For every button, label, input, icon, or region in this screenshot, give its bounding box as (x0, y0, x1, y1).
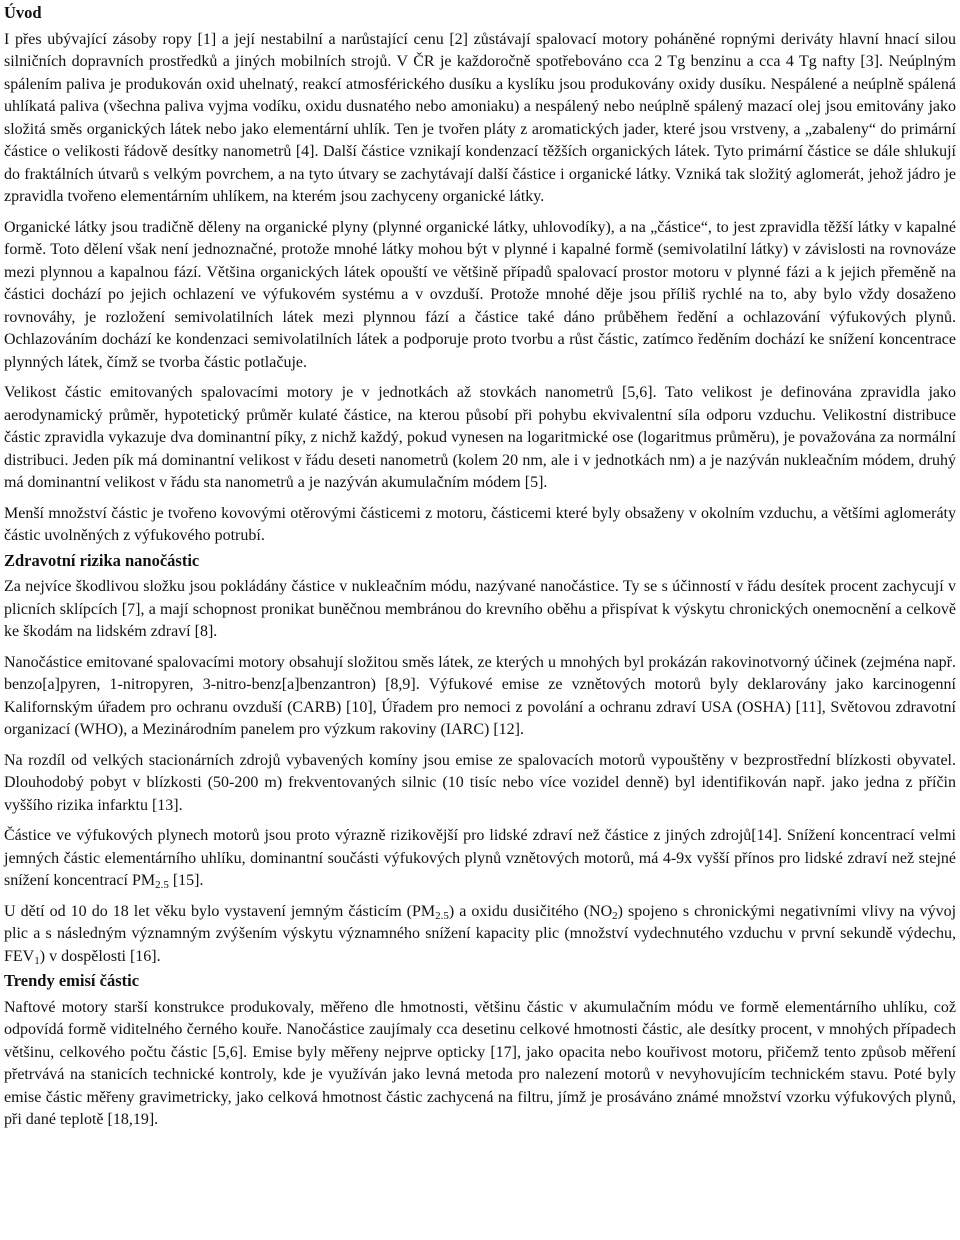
text-run: U dětí od 10 do 18 let věku bylo vystavení jemným částicím (PM (4, 902, 436, 920)
section-heading-uvod: Úvod (4, 3, 42, 22)
section-heading-trendy-emisi: Trendy emisí částic (4, 971, 140, 990)
text-run: [15]. (168, 872, 204, 889)
text-run: Částice ve výfukových plynech motorů jsou proto výrazně rizikovější pro lidské zdraví než částice z jiných zdrojů[14]. Snížení koncentrací velmi jemných částic elementárního uhlíku, dominantní součásti výfukových plynů vznětových motorů, má 4-9x vyšší přínos pro lidské zdraví než stejné snížení koncentrací PM (4, 827, 956, 889)
subscript: 2.5 (435, 909, 449, 922)
paragraph-children (4, 901, 956, 969)
paragraph: Za nejvíce škodlivou složku jsou pokládány částice v nukleačním módu, nazývané nanočástice. Ty se s účinností v řádu desítek procent zachycují v plicních sklípcích [7], a mají schopnost pronikat buněčnou membránou do krevního oběhu a přispívat k výskytu chronických onemocnění a celkově ke škodám na lidském zdraví [8]. (4, 578, 956, 640)
paragraph: Velikost částic emitovaných spalovacími motory je v jednotkách až stovkách nanometrů [5,6]. Tato velikost je definována zpravidla jako aerodynamický průměr, hypotetický průměr kulaté částice, na kterou působí při pohybu ekvivalentní síla odporu vzduchu. Velikostní distribuce částic zpravidla vykazuje dva dominantní píky, z nichž každý, pokud vynesen na logaritmické ose (logaritmus průměru), je považována za normální distribuci. Jeden pík má dominantní velikost v řádu deseti nanometrů (kolem 20 nm, ale i v jednotkách nm) a je nazýván nukleačním módem, druhý má dominantní velikost v řádu sta nanometrů a je nazýván akumulačním módem [5]. (4, 384, 956, 491)
paragraph: I přes ubývající zásoby ropy [1] a její nestabilní a narůstající cenu [2] zůstávají spalovací motory poháněné ropnými deriváty hlavní hnací silou silničních dopravních prostředků a jiných mobilních strojů. V ČR je každoročně spotřebováno cca 2 Tg benzinu a cca 4 Tg nafty [3]. Neúplným spálením paliva je produkován oxid uhelnatý, reakcí atmosférického dusíku a kyslíku jsou produkovány oxidy dusíku. Nespálené a neúplně spálená uhlíkatá paliva (všechna paliva vyjma vodíku, oxidu dusnatého nebo amoniaku) a nespálený nebo neúplně spálený mazací olej jsou emitovány jako složitá směs organických látek nebo jako elementární uhlík. Ten je tvořen pláty z aromatických jader, které jsou vrstveny, a „zabaleny“ do primární částice o velikosti řádově desítky nanometrů [4]. Další částice vznikají kondenzací těžších organických látek. Tyto primární částice se dále shlukují do fraktálních útvarů s velkým povrchem, a na tyto útvary se zachytávají další částice i organické látky. Vzniká tak složitý aglomerát, jehož jádro je zpravidla tvořeno elementárním uhlíkem, na kterém jsou zachyceny organické látky. (4, 30, 956, 205)
text-run: ) spojeno s chronickými negativními vlivy na vývoj plic a s následným významným zvýšením výskytu významného snížení kapacity plic (množství vydechnutého vzduchu v první sekundě výdechu, FEV (4, 902, 957, 965)
paragraph: Organické látky jsou tradičně děleny na organické plyny (plynné organické látky, uhlovodíky), a na „částice“, to jest zpravidla těžší látky v kapalné formě. Toto dělení však není jednoznačné, protože mnohé látky mohou být v plynné i kapalné formě (semivolatilní látky) v závislosti na rovnováze mezi plynnou a kapalnou fází. Většina organických látek opouští ve většině případů spalovací prostor motoru v plynné fázi a k jejich přeměně na částici dochází po jejich ochlazení ve výfukovém systému a v ovzduší. Protože mnohé děje jsou příliš rychlé na to, aby bylo vždy dosaženo rovnováhy, je rozložení semivolatilních látek mezi plynnou fází a částice také dáno průběhem ředění a ochlazování výfukových plynů. Ochlazováním dochází ke kondenzaci semivolatilních látek a podporuje proto tvorbu a růst částic, zatímco ředěním dochází ke snížení koncentrace plynných látek, čímž se tvorba částic potlačuje. (4, 218, 956, 371)
subscript: 2.5 (155, 879, 169, 891)
section-heading-zdravotni-rizika: Zdravotní rizika nanočástic (4, 550, 200, 570)
paragraph-pm25 (4, 825, 956, 893)
paragraph: Menší množství částic je tvořeno kovovými otěrovými částicemi z motoru, částicemi které byly obsaženy v okolním vzduchu, a většími aglomeráty částic uvolněných z výfukového potrubí. (4, 504, 956, 544)
paragraph: Naftové motory starší konstrukce produkovaly, měřeno dle hmotnosti, většinu částic v akumulačním módu ve formě elementárního uhlíku, což odpovídá formě viditelného černého kouře. Nanočástice zaujímaly cca desetinu celkové hmotnosti částic, ale desítky procent, v mnohých případech většinu, celkového počtu částic [5,6]. Emise byly měřeny nejprve opticky [17], jako opacita nebo kouřivost motoru, přičemž tento způsob měření přetrvává na stanicích technické kontroly, kde je využíván jako levná metoda pro nalezení motorů v nevyhovujícím technickém stavu. Poté byly emise částic měřeny gravimetricky, jako celková hmotnost částic zachycená na filtru, jímž je prosáváno známé množství vzorku výfukových plynů, při dané teplotě [18,19]. (4, 998, 956, 1128)
subscript: 1 (34, 954, 40, 967)
text-run: ) v dospělosti [16]. (39, 947, 161, 965)
subscript: 2 (612, 909, 618, 922)
paragraph: Nanočástice emitované spalovacími motory obsahují složitou směs látek, ze kterých u mnohých byl prokázán rakovinotvorný účinek (zejména např. benzo[a]pyren, 1-nitropyren, 3-nitro-benz[a]benzantron) [8,9]. Výfukové emise ze vznětových motorů byly deklarovány jako karcinogenní Kalifornským úřadem pro ochranu ovzduší (CARB) [10], Úřadem pro nemoci z povolání a ochranu zdraví USA (OSHA) [11], Světovou zdravotní organizací (WHO), a Mezinárodním panelem pro výzkum rakoviny (IARC) [12]. (4, 653, 956, 738)
paragraph: Na rozdíl od velkých stacionárních zdrojů vybavených komíny jsou emise ze spalovacích motorů vypouštěny v bezprostřední blízkosti obyvatel. Dlouhodobý pobyt v blízkosti (50-200 m) frekventovaných silnic (10 tisíc nebo více vozidel denně) byl identifikován např. jako jedna z příčin vyššího rizika infarktu [13]. (4, 751, 956, 814)
text-run: ) a oxidu dusičitého (NO (448, 902, 613, 920)
